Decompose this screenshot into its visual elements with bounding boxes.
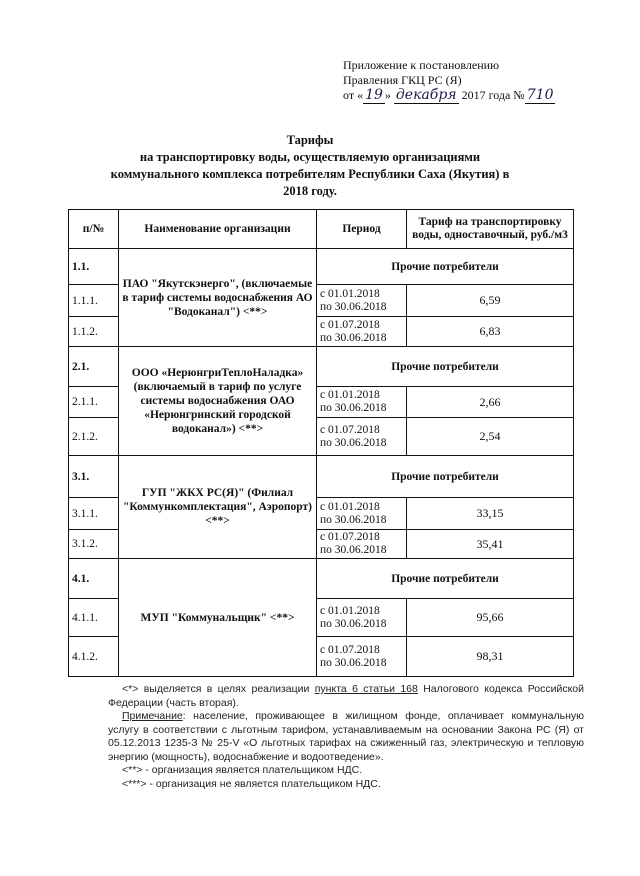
header-line-2: Правления ГКЦ РС (Я): [343, 73, 462, 87]
period-from: с 01.07.2018: [320, 531, 380, 543]
organization-name: ГУП "ЖКХ РС(Я)" (Филиал "Коммункомплектация", Аэропорт) <**>: [119, 456, 317, 559]
tariff-value: 98,31: [407, 637, 574, 677]
tariff-value: 2,54: [407, 418, 574, 456]
table-row: [69, 456, 574, 498]
handwritten-day: 19: [365, 87, 383, 103]
remark-label: Примечание: [122, 710, 183, 722]
footnote-vat-payer: <**> - организация является плательщиком НДС.: [122, 764, 363, 776]
footnotes: [108, 683, 584, 791]
tariff-value: 6,59: [407, 285, 574, 317]
period-cell: [317, 285, 407, 317]
title-line-1: Тарифы: [286, 133, 334, 147]
period-to: по 30.06.2018: [320, 331, 387, 344]
group-number: 1.1.: [69, 249, 119, 285]
period-cell: [317, 637, 407, 677]
consumer-category: Прочие потребители: [317, 559, 574, 599]
date-prefix: от «: [343, 88, 364, 102]
period-from: с 01.07.2018: [320, 318, 380, 331]
col-header-tariff: Тариф на транспортировку воды, одноставочный, руб./м3: [407, 210, 574, 249]
row-number: 2.1.2.: [69, 418, 119, 456]
period-cell: [317, 599, 407, 637]
tariff-value: 35,41: [407, 530, 574, 559]
period-from: с 01.07.2018: [320, 643, 380, 656]
title-line-2: на транспортировку воды, осуществляемую организациями: [139, 150, 481, 164]
footnote-non-vat-payer: <***> - организация не является плательщиком НДС.: [122, 777, 381, 790]
period-from: с 01.01.2018: [320, 287, 380, 300]
footnote-1-post: Налогового кодекса Российской Федерации (часть вторая).: [108, 683, 584, 709]
row-number: 1.1.2.: [69, 317, 119, 347]
header-date-line: [343, 88, 555, 103]
row-number: 3.1.2.: [69, 530, 119, 559]
header-line-1: Приложение к постановлению: [343, 58, 500, 72]
period-to: по 30.06.2018: [320, 300, 387, 313]
table-header-row: [69, 210, 574, 249]
remark-text: : население, проживающее в жилищном фонде, оплачивает коммунальную услугу в соответствии с льготным тарифом, устанавливаемым на основании Закона РС (Я) от 05.12.2013 1235-З № 25-V «О льготных тарифах на сжиженный газ, электрическую и тепловую энергию (мощность), водоснабжение и водоотведение».: [108, 710, 584, 763]
table-row: [69, 249, 574, 285]
col-header-num: п/№: [69, 210, 119, 249]
group-number: 4.1.: [69, 559, 119, 599]
period-from: с 01.01.2018: [320, 500, 380, 513]
period-cell: [317, 418, 407, 456]
col-header-org: Наименование организации: [119, 210, 317, 249]
footnote-remark: [108, 710, 584, 764]
tariff-value: 95,66: [407, 599, 574, 637]
title-line-3: коммунального комплекса потребителям Республики Саха (Якутия) в: [110, 167, 510, 181]
page-title: [80, 132, 540, 200]
period-from: с 01.01.2018: [320, 604, 380, 617]
tariff-value: 2,66: [407, 387, 574, 418]
row-number: 2.1.1.: [69, 387, 119, 418]
row-number: 1.1.1.: [69, 285, 119, 317]
group-number: 2.1.: [69, 347, 119, 387]
tariff-value: 33,15: [407, 498, 574, 530]
period-cell: [317, 387, 407, 418]
period-to: по 30.06.2018: [320, 544, 387, 556]
resolution-header: [343, 58, 555, 103]
period-cell: [317, 530, 407, 559]
period-cell: [317, 317, 407, 347]
organization-name: ПАО "Якутскэнерго", (включаемые в тариф системы водоснабжения АО "Водоканал") <**>: [119, 249, 317, 347]
footnote-vat-purpose: [108, 683, 584, 710]
group-number: 3.1.: [69, 456, 119, 498]
period-to: по 30.06.2018: [320, 617, 387, 630]
period-to: по 30.06.2018: [320, 656, 387, 669]
consumer-category: Прочие потребители: [317, 249, 574, 285]
handwritten-number: 710: [526, 87, 554, 103]
table-row: [69, 559, 574, 599]
period-cell: [317, 498, 407, 530]
period-from: с 01.01.2018: [320, 389, 380, 401]
period-from: с 01.07.2018: [320, 423, 380, 436]
date-mid: »: [384, 88, 391, 102]
organization-name: ООО «НерюнгриТеплоНаладка» (включаемый в тариф по услуге системы водоснабжения ОАО «Нерюнгринский городской водоканал») <**>: [119, 347, 317, 456]
title-line-4: 2018 году.: [283, 184, 337, 198]
table-row: [69, 347, 574, 387]
tariff-value: 6,83: [407, 317, 574, 347]
row-number: 3.1.1.: [69, 498, 119, 530]
consumer-category: Прочие потребители: [317, 347, 574, 387]
date-year: 2017 года №: [461, 88, 525, 102]
tariff-table: [68, 209, 574, 677]
col-header-period: Период: [317, 210, 407, 249]
tax-code-link[interactable]: пункта 6 статьи 168: [314, 683, 418, 695]
handwritten-month: декабря: [395, 87, 457, 103]
period-to: по 30.06.2018: [320, 513, 387, 526]
period-to: по 30.06.2018: [320, 436, 387, 449]
footnote-1-pre: <*> выделяется в целях реализации: [122, 683, 315, 695]
row-number: 4.1.1.: [69, 599, 119, 637]
organization-name: МУП "Коммунальщик" <**>: [119, 559, 317, 677]
period-to: по 30.06.2018: [320, 402, 387, 414]
row-number: 4.1.2.: [69, 637, 119, 677]
consumer-category: Прочие потребители: [317, 456, 574, 498]
